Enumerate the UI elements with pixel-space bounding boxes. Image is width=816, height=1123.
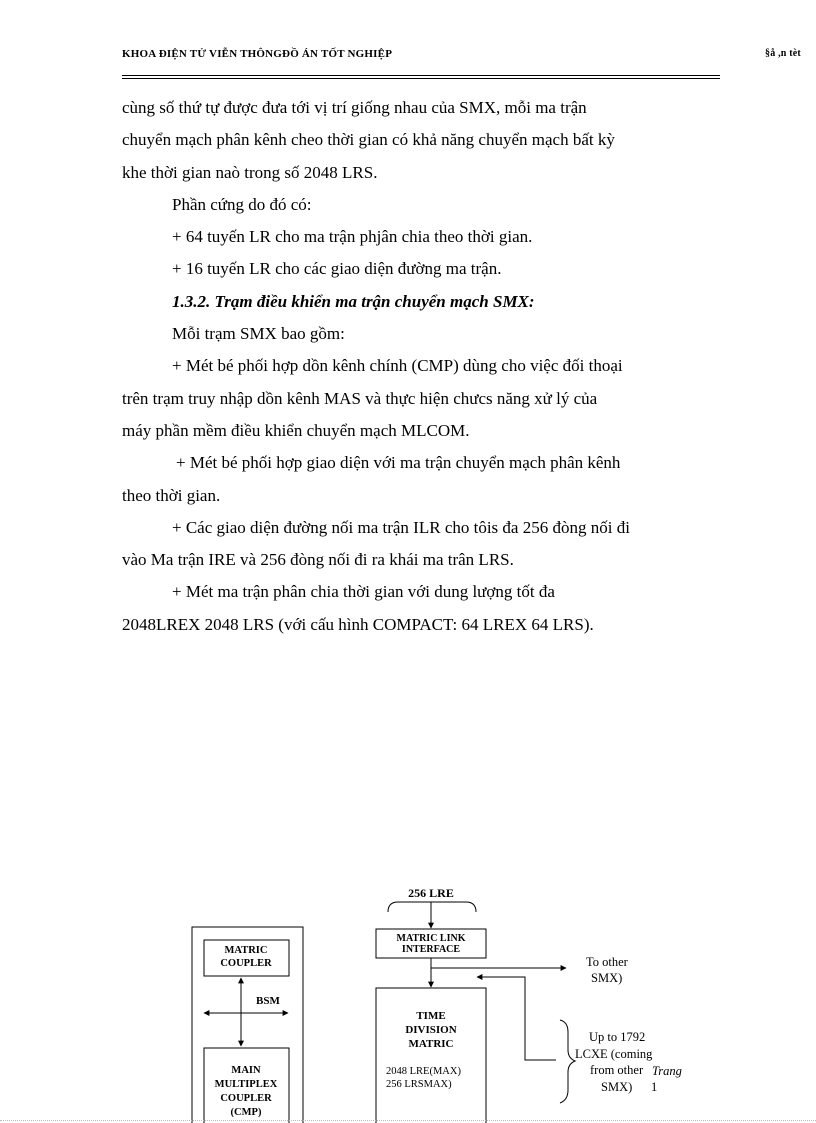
paragraph-line: trên trạm truy nhập dồn kênh MAS và thực hiện chưcs năng xử lý của	[122, 388, 598, 408]
matric-coupler-label: MATRIC	[224, 945, 268, 956]
lre-bracket	[388, 902, 476, 912]
paragraph-line: 2048LREX 2048 LRS (với cấu hình COMPACT: 64 LREX 64 LRS).	[122, 614, 594, 634]
matric-link-interface-label: MATRIC LINK	[396, 933, 466, 944]
main-multiplex-coupler-label: MAIN	[231, 1065, 261, 1076]
section-heading: 1.3.2. Trạm điều khiển ma trận chuyển mạch SMX:	[172, 291, 535, 311]
lre-input-label: 256 LRE	[408, 886, 454, 900]
matric-coupler-label: COUPLER	[220, 958, 272, 969]
paragraph-line: cùng số thứ tự được đưa tới vị trí giống nhau của SMX, mỗi ma trận	[122, 98, 587, 117]
paragraph-line: máy phần mềm điều khiển chuyển mạch MLCOM.	[122, 420, 470, 440]
paragraph-line: Mỗi trạm SMX bao gồm:	[172, 324, 345, 344]
paragraph-line: + 64 tuyến LR cho ma trận phjân chia theo thời gian.	[172, 227, 533, 247]
time-division-matric-label: DIVISION	[405, 1024, 457, 1036]
bsm-label: BSM	[256, 995, 280, 1007]
paragraph-line: khe thời gian naò trong số 2048 LRS.	[122, 162, 378, 182]
lcxe-brace	[560, 1020, 575, 1103]
time-division-matric-capacity: 2048 LRE(MAX)	[386, 1066, 461, 1077]
lcxe-label: LCXE (coming	[575, 1047, 653, 1061]
paragraph-line: vào Ma trận IRE và 256 đòng nối đi ra khái ma trân LRS.	[122, 550, 514, 570]
lcxe-label: SMX)	[601, 1080, 633, 1094]
time-division-matric-capacity: 256 LRSMAX)	[386, 1079, 452, 1090]
paragraph-line: Phần cứng do đó có:	[172, 194, 312, 214]
main-multiplex-coupler-label: MULTIPLEX	[214, 1079, 278, 1090]
paragraph-line: theo thời gian.	[122, 485, 221, 505]
trang-label: Trang	[652, 1064, 682, 1078]
time-division-matric-label: MATRIC	[408, 1038, 454, 1050]
paragraph-line: + 16 tuyến LR cho các giao diện đường ma trận.	[172, 259, 502, 279]
time-division-matric-label: TIME	[416, 1010, 446, 1022]
matric-link-interface-label: INTERFACE	[401, 944, 461, 955]
time-division-matric-box	[376, 988, 486, 1123]
incoming-lcxe-arrow	[477, 977, 556, 1060]
main-multiplex-coupler-label: COUPLER	[220, 1093, 272, 1104]
to-other-smx-label: To other	[586, 955, 628, 969]
lcxe-label: Up to 1792	[589, 1030, 646, 1044]
lcxe-label: from other	[590, 1063, 644, 1077]
main-multiplex-coupler-label: (CMP)	[230, 1107, 262, 1118]
paragraph-line: + Mét ma trận phân chia thời gian với dung lượng tốt đa	[172, 582, 555, 602]
paragraph-line: chuyển mạch phân kênh cheo thời gian có khả năng chuyển mạch bất kỳ	[122, 130, 615, 150]
page-number: 1	[651, 1080, 658, 1094]
paragraph-line: + Các giao diện đường nối ma trận ILR cho tôis đa 256 đòng nối đi	[172, 517, 630, 537]
paragraph-line: + Mét bé phối hợp dồn kênh chính (CMP) dùng cho việc đối thoại	[172, 356, 623, 376]
header-title: KHOA ĐIỆN TỬ VIỄN THÔNGĐỒ ÁN TỐT NGHIỆP	[122, 48, 393, 60]
footer-dotted-rule	[0, 1120, 816, 1121]
to-other-smx-label: SMX)	[591, 971, 623, 985]
paragraph-line: + Mét bé phối hợp giao diện với ma trận chuyển mạch phân kênh	[176, 453, 621, 473]
header-right-text: §å ,n tèt	[765, 48, 801, 59]
